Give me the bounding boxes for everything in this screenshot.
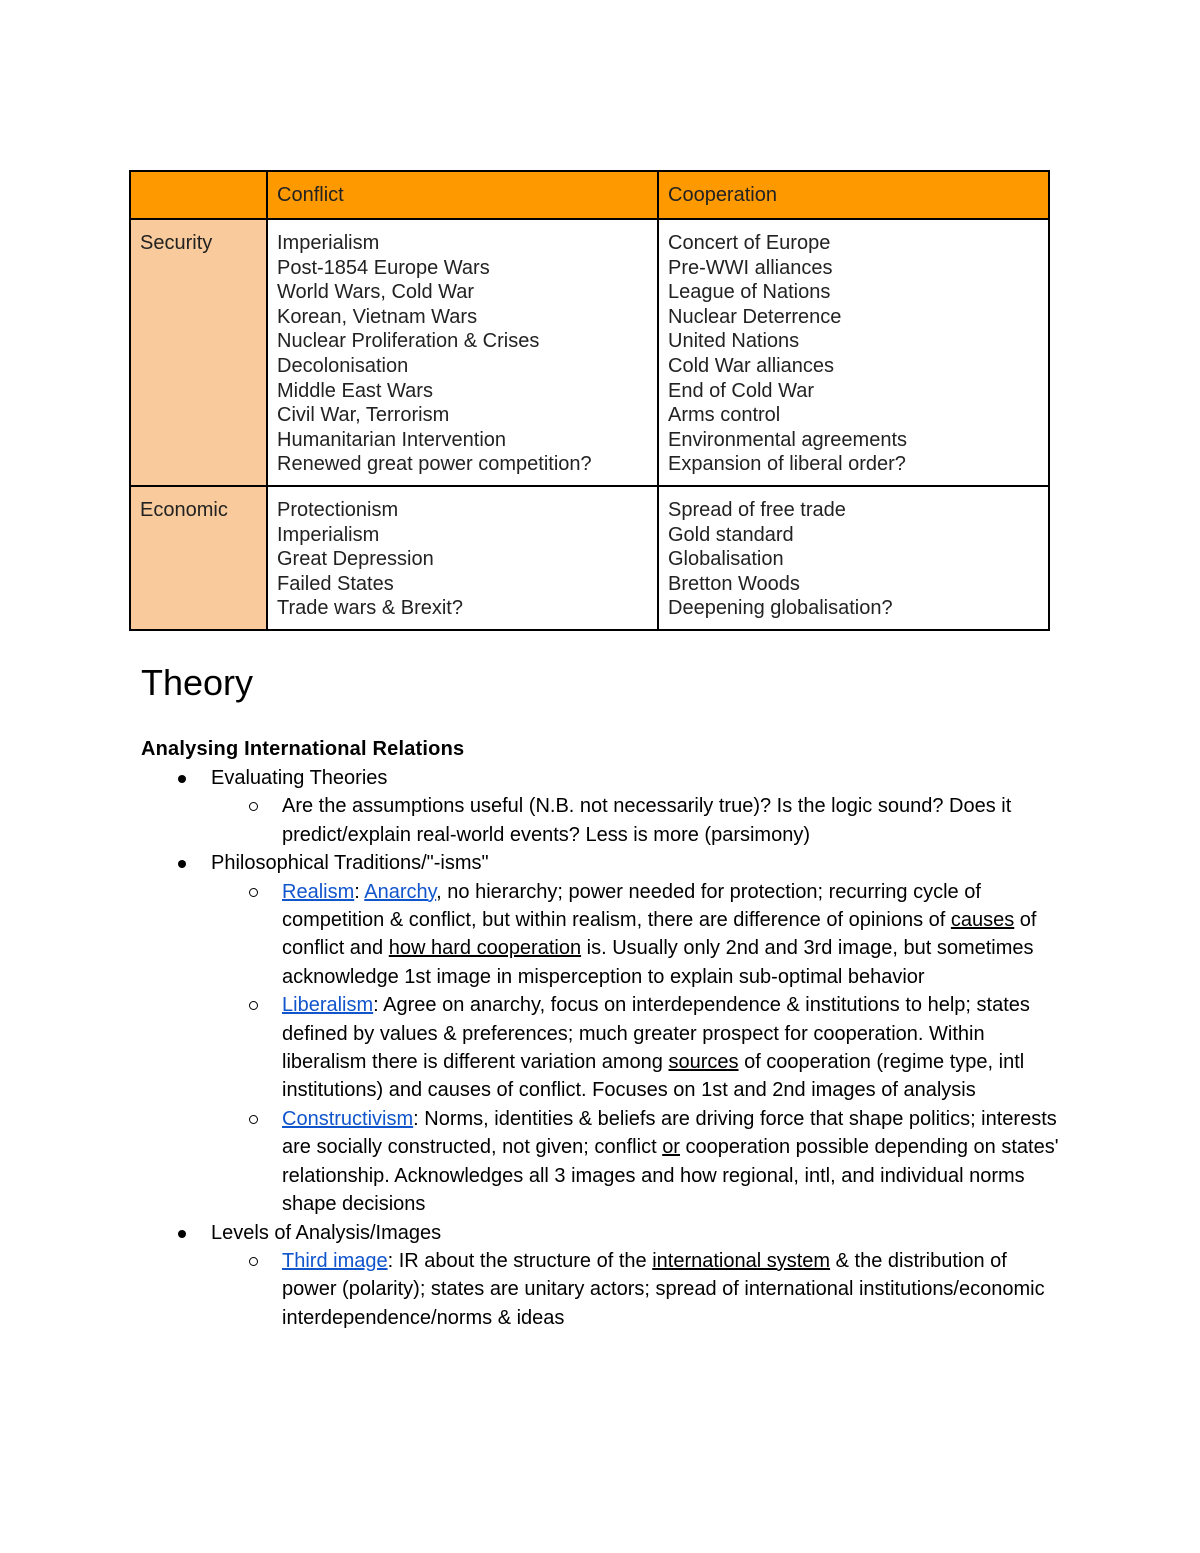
table-cell-line: Failed States bbox=[277, 572, 394, 595]
text-span: , no hierarchy; power needed for protection; recurring cycle of competition & conflict, but within realism, there are difference of opinions of bbox=[282, 880, 981, 932]
table-cell-line: League of Nations bbox=[668, 281, 831, 304]
bullet-dot-icon bbox=[178, 775, 186, 783]
table-cell-line: Middle East Wars bbox=[277, 379, 433, 402]
text-span: cooperation possible depending on states' relationship. Acknowledges all 3 images and how regional, intl, and individual norms shape decisions bbox=[282, 1136, 1059, 1216]
list-item-evaluating-detail bbox=[141, 792, 1061, 849]
bullet-circle-icon bbox=[249, 888, 258, 897]
table-cell-line: Post-1854 Europe Wars bbox=[277, 256, 490, 279]
list-item-label: Levels of Analysis/Images bbox=[211, 1221, 442, 1244]
constructivism-link[interactable]: Constructivism bbox=[282, 1107, 414, 1130]
table-cell-line: Gold standard bbox=[668, 523, 794, 546]
table-cell-line: Nuclear Deterrence bbox=[668, 305, 842, 328]
table-cell-line: Imperialism bbox=[277, 523, 380, 546]
bullet-circle-icon bbox=[249, 1115, 258, 1124]
table-cell-line: Trade wars & Brexit? bbox=[277, 597, 463, 620]
table-cell-line: World Wars, Cold War bbox=[277, 281, 475, 304]
header-cell-empty bbox=[130, 171, 267, 219]
table-cell-line: Cold War alliances bbox=[668, 354, 834, 377]
table-cell-line: Decolonisation bbox=[277, 354, 409, 377]
sources-underline: sources bbox=[668, 1051, 739, 1074]
table-row-economic bbox=[130, 486, 1049, 630]
list-item-third-image bbox=[141, 1247, 1061, 1332]
table-cell-line: Expansion of liberal order? bbox=[668, 453, 906, 476]
text-span: & the distribution of power (polarity); states are unitary actors; spread of international institutions/economic interdependence/norms & ideas bbox=[282, 1249, 1045, 1329]
international-system-underline: international system bbox=[652, 1249, 831, 1272]
list-item-liberalism bbox=[141, 991, 1061, 1105]
header-cell-conflict: Conflict bbox=[267, 171, 658, 219]
realism-link[interactable]: Realism bbox=[282, 880, 355, 903]
text-span: of cooperation (regime type, intl institutions) and causes of conflict. Focuses on 1st and 2nd images of analysis bbox=[282, 1051, 1025, 1102]
theory-outline bbox=[141, 764, 1061, 1332]
causes-underline: causes bbox=[950, 909, 1015, 932]
table-cell-line: End of Cold War bbox=[668, 379, 814, 402]
analysing-ir-heading: Analysing International Relations bbox=[141, 738, 465, 760]
how-hard-cooperation-underline: how hard cooperation bbox=[388, 937, 582, 960]
list-item-label: Philosophical Traditions/"-isms" bbox=[211, 852, 489, 875]
list-item-label: Evaluating Theories bbox=[211, 767, 388, 789]
bullet-circle-icon bbox=[249, 1257, 258, 1266]
table-cell-line: Korean, Vietnam Wars bbox=[277, 305, 478, 328]
text-span: : Norms, identities & beliefs are driving force that shape politics; interests are socially constructed, not given; conflict bbox=[282, 1107, 1057, 1159]
security-conflict-cell bbox=[267, 219, 658, 486]
row-label-security: Security bbox=[130, 219, 267, 486]
table-cell-line: Civil War, Terrorism bbox=[277, 404, 450, 427]
list-item-traditions bbox=[141, 849, 1061, 877]
text-span: of conflict and bbox=[282, 909, 1037, 960]
theory-heading: Theory bbox=[141, 662, 254, 703]
table-cell-line: Great Depression bbox=[277, 548, 434, 571]
table-header-row bbox=[130, 171, 1049, 219]
liberalism-link[interactable]: Liberalism bbox=[282, 994, 374, 1017]
bullet-circle-icon bbox=[249, 802, 258, 811]
list-item-levels bbox=[141, 1219, 1061, 1247]
list-item-evaluating bbox=[141, 764, 1061, 792]
security-cooperation-cell bbox=[658, 219, 1049, 486]
row-label-economic: Economic bbox=[130, 486, 267, 630]
text-span: is. Usually only 2nd and 3rd image, but sometimes acknowledge 1st image in misperception to explain sub-optimal behavior bbox=[282, 937, 1034, 988]
table-cell-line: Deepening globalisation? bbox=[668, 597, 893, 620]
bullet-dot-icon bbox=[178, 1230, 186, 1238]
list-item-text: Are the assumptions useful (N.B. not necessarily true)? Is the logic sound? Does it predict/explain real-world events? Less is more (parsimony) bbox=[282, 795, 1012, 846]
table-row-security bbox=[130, 219, 1049, 486]
table-cell-line: Nuclear Proliferation & Crises bbox=[277, 330, 540, 353]
table-cell-line: United Nations bbox=[668, 330, 800, 353]
text-span: : bbox=[354, 880, 365, 903]
economic-conflict-cell bbox=[267, 486, 658, 630]
table-cell-line: Bretton Woods bbox=[668, 572, 800, 595]
table-cell-line: Environmental agreements bbox=[668, 428, 908, 451]
third-image-link[interactable]: Third image bbox=[282, 1249, 388, 1272]
table-cell-line: Arms control bbox=[668, 404, 781, 427]
table-cell-line: Renewed great power competition? bbox=[277, 453, 592, 476]
table-cell-line: Humanitarian Intervention bbox=[277, 428, 507, 451]
list-item-constructivism bbox=[141, 1105, 1061, 1219]
list-item-realism bbox=[141, 878, 1061, 992]
table-cell-line: Protectionism bbox=[277, 498, 399, 521]
bullet-dot-icon bbox=[178, 860, 186, 868]
or-underline: or bbox=[662, 1136, 680, 1159]
table-cell-line: Imperialism bbox=[277, 232, 380, 254]
anarchy-link[interactable]: Anarchy bbox=[364, 880, 437, 903]
table-cell-line: Globalisation bbox=[668, 548, 784, 571]
table-cell-line: Spread of free trade bbox=[668, 498, 846, 521]
text-span: : Agree on anarchy, focus on interdependence & institutions to help; states defined by values & preferences; much greater prospect for cooperation. Within liberalism there is different variation among bbox=[282, 994, 1030, 1074]
economic-cooperation-cell bbox=[658, 486, 1049, 630]
table-cell-line: Concert of Europe bbox=[668, 232, 831, 254]
bullet-circle-icon bbox=[249, 1001, 258, 1010]
table-cell-line: Pre-WWI alliances bbox=[668, 256, 833, 279]
header-cell-cooperation: Cooperation bbox=[658, 171, 1049, 219]
text-span: : IR about the structure of the bbox=[387, 1249, 653, 1272]
ir-table bbox=[129, 170, 1050, 631]
